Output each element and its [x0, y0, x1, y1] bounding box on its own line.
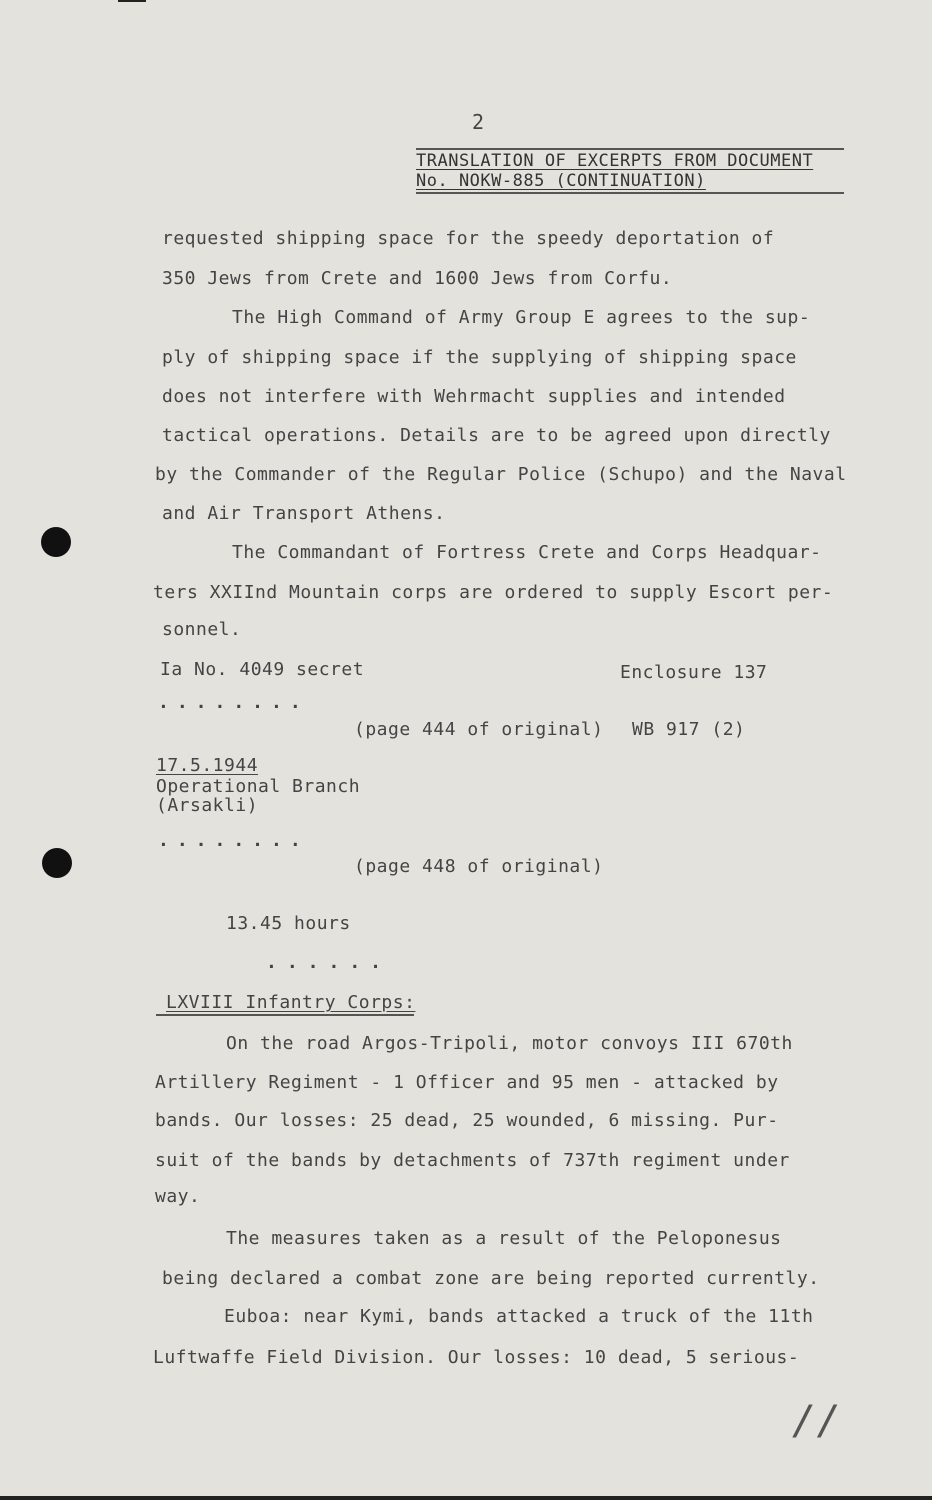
body-line: suit of the bands by detachments of 737th regiment under: [155, 1150, 790, 1171]
heading-underline: [156, 1014, 414, 1016]
body-line: by the Commander of the Regular Police (Schupo) and the Naval: [155, 464, 847, 485]
body-line: requested shipping space for the speedy deportation of: [162, 228, 775, 249]
enclosure-number: Enclosure 137: [620, 662, 768, 683]
body-line: The Commandant of Fortress Crete and Corps Headquar-: [232, 542, 822, 563]
body-line: bands. Our losses: 25 dead, 25 wounded, 6 missing. Pur-: [155, 1110, 779, 1131]
body-line: On the road Argos-Tripoli, motor convoys III 670th: [226, 1033, 793, 1054]
header-title: TRANSLATION OF EXCERPTS FROM DOCUMENT: [416, 151, 814, 171]
body-line: The measures taken as a result of the Peloponesus: [226, 1228, 782, 1249]
bottom-edge-mark: [0, 1496, 932, 1500]
header-document-number: No. NOKW-885 (CONTINUATION): [416, 171, 706, 191]
body-line: Artillery Regiment - 1 Officer and 95 men - attacked by: [155, 1072, 779, 1093]
branch-name: Operational Branch: [156, 776, 361, 797]
top-edge-mark: [118, 0, 146, 2]
page-reference: (page 444 of original): [354, 719, 604, 740]
punch-hole: [41, 527, 71, 557]
ellipsis-dots: ........: [158, 692, 309, 713]
entry-date: 17.5.1944: [156, 755, 259, 776]
body-line: and Air Transport Athens.: [162, 503, 446, 524]
body-line: Euboa: near Kymi, bands attacked a truck of the 11th: [224, 1306, 814, 1327]
header-bottom-rule: [416, 192, 844, 194]
ellipsis-dots: ........: [158, 830, 309, 851]
body-line: ters XXIInd Mountain corps are ordered to supply Escort per-: [153, 582, 834, 603]
margin-mark: //: [792, 1398, 842, 1444]
page-number: 2: [472, 110, 485, 134]
time-entry: 13.45 hours: [226, 913, 351, 934]
page-reference: (page 448 of original): [354, 856, 604, 877]
body-line: does not interfere with Wehrmacht supplies and intended: [162, 386, 786, 407]
body-line: Luftwaffe Field Division. Our losses: 10 dead, 5 serious-: [153, 1347, 800, 1368]
header-top-rule: [416, 148, 844, 150]
body-line: way.: [155, 1186, 201, 1207]
body-line: sonnel.: [162, 619, 242, 640]
section-heading: LXVIII Infantry Corps:: [166, 992, 416, 1013]
wb-reference: WB 917 (2): [632, 719, 746, 740]
reference-number: Ia No. 4049 secret: [160, 659, 365, 680]
punch-hole: [42, 848, 72, 878]
body-line: The High Command of Army Group E agrees to the sup-: [232, 307, 811, 328]
body-line: tactical operations. Details are to be agreed upon directly: [162, 425, 831, 446]
branch-location: (Arsakli): [156, 795, 259, 816]
body-line: ply of shipping space if the supplying of shipping space: [162, 347, 797, 368]
ellipsis-dots: ......: [266, 952, 392, 973]
body-line: being declared a combat zone are being reported currently.: [162, 1268, 820, 1289]
body-line: 350 Jews from Crete and 1600 Jews from Corfu.: [162, 268, 673, 289]
